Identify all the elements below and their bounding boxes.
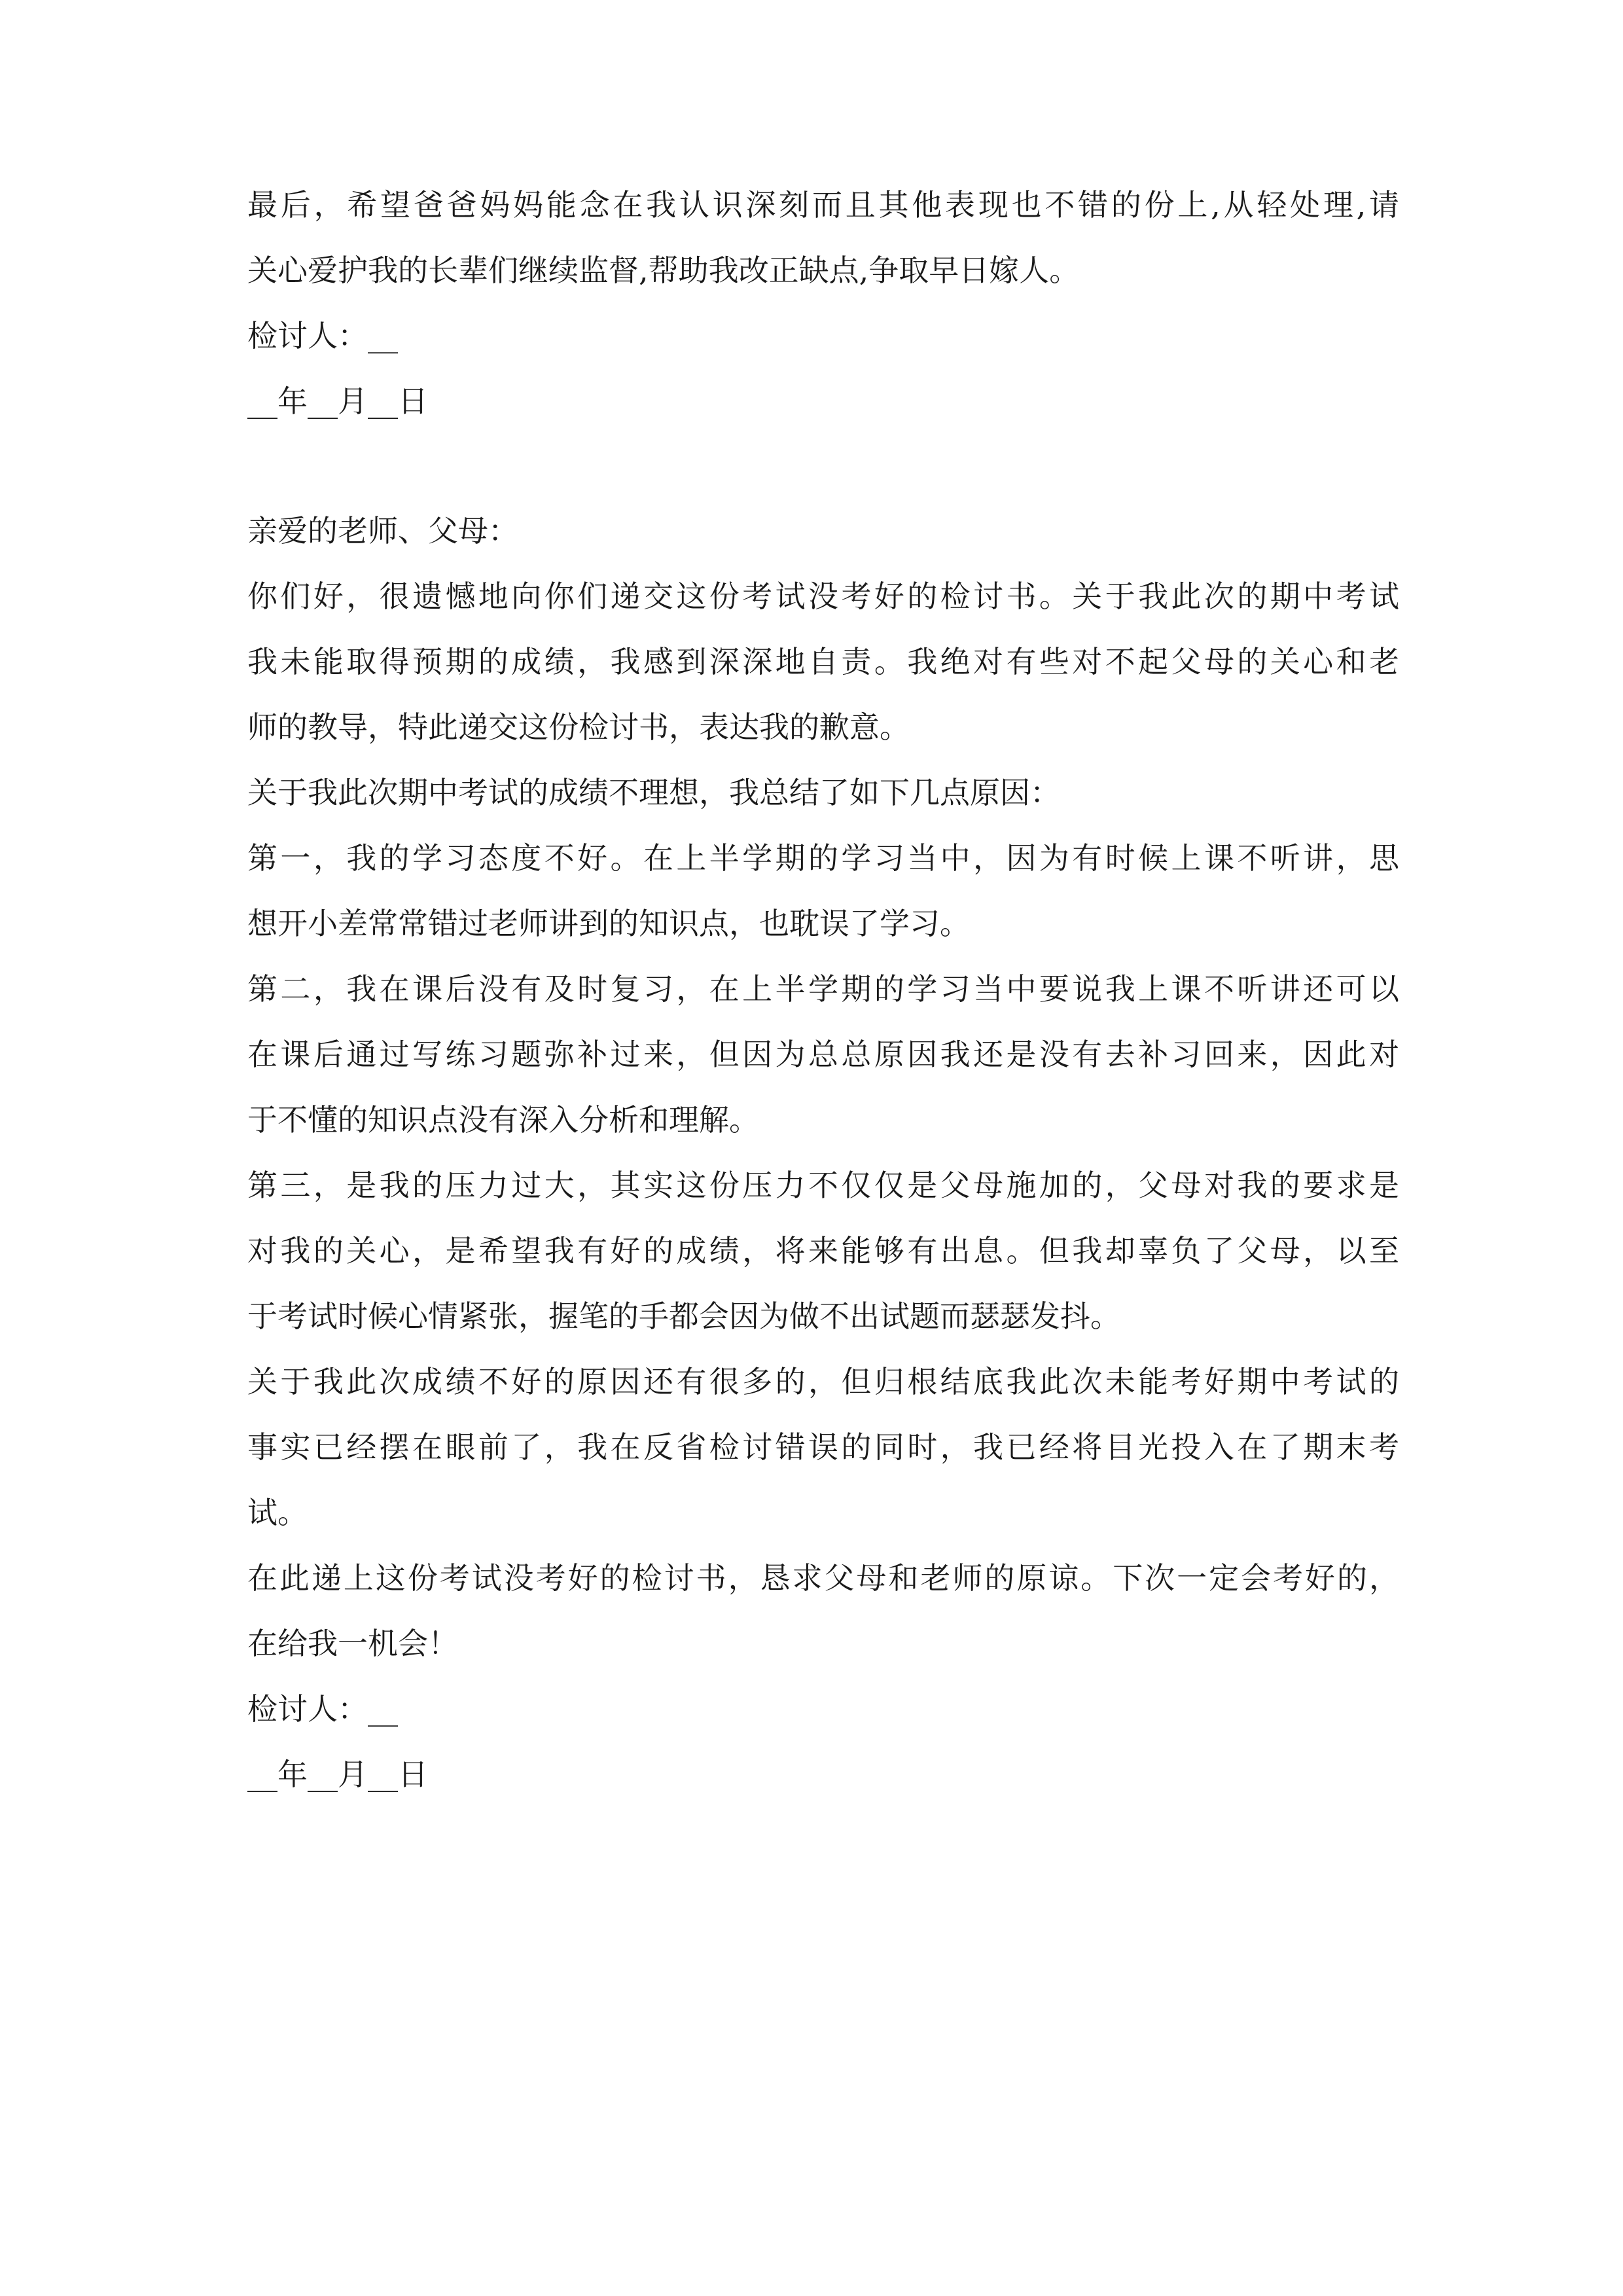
paragraph-line: 师的教导，特此递交这份检讨书，表达我的歉意。	[247, 709, 910, 745]
signature-line: 检讨人：__	[247, 1691, 398, 1727]
paragraph-line: 于不懂的知识点没有深入分析和理解。	[247, 1102, 759, 1138]
paragraph-line: 第一，我的学习态度不好。在上半学期的学习当中，因为有时候上课不听讲，思	[247, 840, 1399, 876]
paragraph-line: 你们好，很遗憾地向你们递交这份考试没考好的检讨书。关于我此次的期中考试	[247, 579, 1399, 614]
paragraph-line: 关心爱护我的长辈们继续监督,帮助我改正缺点,争取早日嫁人。	[247, 253, 1080, 288]
paragraph-line: 对我的关心，是希望我有好的成绩，将来能够有出息。但我却辜负了父母，以至	[247, 1233, 1399, 1268]
paragraph-line: 我未能取得预期的成绩，我感到深深地自责。我绝对有些对不起父母的关心和老	[247, 644, 1399, 679]
section-letter	[247, 498, 1399, 1807]
signature-line: 检讨人：__	[247, 318, 398, 353]
paragraph-line: 关于我此次期中考试的成绩不理想，我总结了如下几点原因：	[247, 775, 1060, 810]
paragraph-line: 最后，希望爸爸妈妈能念在我认识深刻而且其他表现也不错的份上,从轻处理,请	[247, 187, 1399, 223]
date-line: __年__月__日	[247, 1757, 428, 1792]
paragraph-line: 事实已经摆在眼前了，我在反省检讨错误的同时，我已经将目光投入在了期末考	[247, 1429, 1399, 1465]
date-line: __年__月__日	[247, 384, 428, 419]
paragraph-line: 于考试时候心情紧张，握笔的手都会因为做不出试题而瑟瑟发抖。	[247, 1299, 1120, 1334]
paragraph-line: 第二，我在课后没有及时复习，在上半学期的学习当中要说我上课不听讲还可以	[247, 971, 1399, 1007]
paragraph-line: 关于我此次成绩不好的原因还有很多的，但归根结底我此次未能考好期中考试的	[247, 1364, 1399, 1399]
salutation: 亲爱的老师、父母：	[247, 513, 518, 548]
paragraph-line: 试。	[247, 1495, 308, 1530]
paragraph-line: 第三，是我的压力过大，其实这份压力不仅仅是父母施加的，父母对我的要求是	[247, 1168, 1399, 1203]
section-closing-previous	[247, 172, 1399, 434]
document-body	[247, 172, 1399, 1807]
paragraph-line: 在给我一机会！	[247, 1626, 458, 1661]
paragraph-line: 想开小差常常错过老师讲到的知识点，也耽误了学习。	[247, 906, 970, 941]
paragraph-line: 在此递上这份考试没考好的检讨书，恳求父母和老师的原谅。下次一定会考好的，	[247, 1560, 1399, 1596]
paragraph-line: 在课后通过写练习题弥补过来，但因为总总原因我还是没有去补习回来，因此对	[247, 1037, 1399, 1072]
section-spacer	[247, 434, 1399, 498]
